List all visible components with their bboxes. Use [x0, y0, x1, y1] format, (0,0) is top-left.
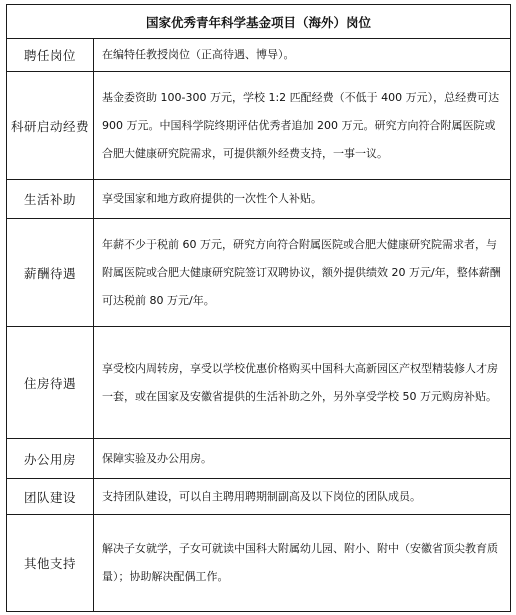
row-content-team: 支持团队建设，可以自主聘用聘期制副高及以下岗位的团队成员。 [94, 479, 511, 515]
row-content-housing: 享受校内周转房，享受以学校优惠价格购买中国科大高新园区产权型精装修人才房一套，或在国家及安徽省提供的生活补助之外，另外享受学校 50 万元购房补贴。 [94, 327, 511, 439]
table-row [7, 219, 511, 327]
benefits-table [6, 4, 511, 612]
row-label-housing: 住房待遇 [7, 327, 94, 439]
table-row [7, 515, 511, 612]
row-label-research-funding: 科研启动经费 [7, 72, 94, 180]
row-label-living-subsidy: 生活补助 [7, 180, 94, 219]
row-content-salary: 年薪不少于税前 60 万元，研究方向符合附属医院或合肥大健康研究院需求者，与附属医院或合肥大健康研究院签订双聘协议，额外提供绩效 20 万元/年，整体薪酬可达税前 80 万元/年。 [94, 219, 511, 327]
row-content-other-support: 解决子女就学，子女可就读中国科大附属幼儿园、附小、附中（安徽省顶尖教育质量）；协助解决配偶工作。 [94, 515, 511, 612]
row-label-office: 办公用房 [7, 439, 94, 479]
table-row [7, 327, 511, 439]
table-row [7, 180, 511, 219]
title-row [7, 5, 511, 39]
row-label-team: 团队建设 [7, 479, 94, 515]
table-row [7, 39, 511, 72]
row-label-salary: 薪酬待遇 [7, 219, 94, 327]
table-title: 国家优秀青年科学基金项目（海外）岗位 [7, 5, 511, 39]
table-row [7, 72, 511, 180]
row-content-position: 在编特任教授岗位（正高待遇、博导）。 [94, 39, 511, 72]
row-label-other-support: 其他支持 [7, 515, 94, 612]
table-row [7, 439, 511, 479]
row-label-position: 聘任岗位 [7, 39, 94, 72]
row-content-research-funding: 基金委资助 100-300 万元，学校 1:2 匹配经费（不低于 400 万元），总经费可达 900 万元。中国科学院终期评估优秀者追加 200 万元。研究方向符合附属医院或合肥大健康研究院需求，可提供额外经费支持，一事一议。 [94, 72, 511, 180]
row-content-living-subsidy: 享受国家和地方政府提供的一次性个人补贴。 [94, 180, 511, 219]
table-row [7, 479, 511, 515]
row-content-office: 保障实验及办公用房。 [94, 439, 511, 479]
